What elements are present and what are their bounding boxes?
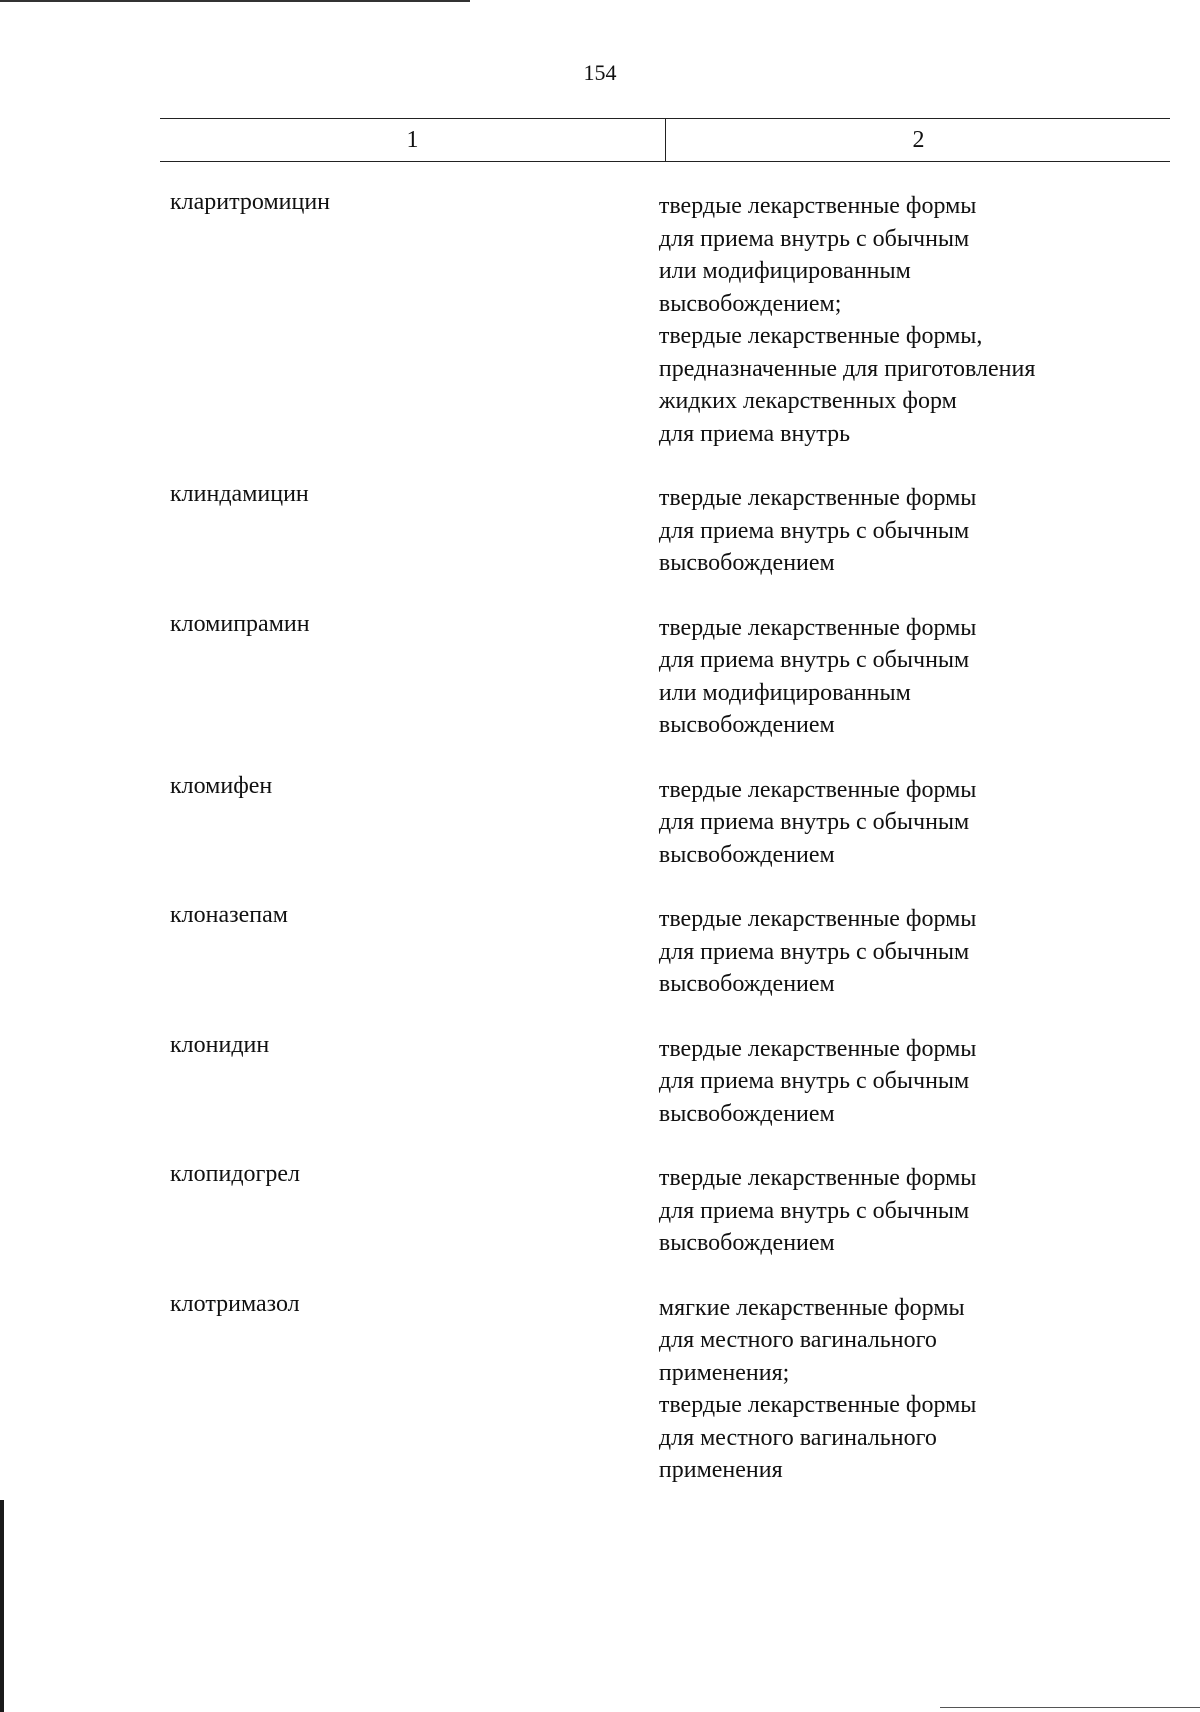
dosage-form-line: для приема внутрь	[658, 420, 851, 447]
table-row	[0, 1158, 1200, 1260]
scan-edge-top	[0, 0, 470, 2]
drug-name: кларитромицин	[170, 189, 331, 215]
dosage-form	[659, 1158, 1200, 1260]
dosage-form-line: твердые лекарственные формы	[658, 485, 977, 511]
dosage-form-line: твердые лекарственные формы	[658, 776, 977, 803]
dosage-form-line: высвобождением	[658, 712, 835, 738]
drug-name: клопидогрел	[170, 1161, 301, 1187]
dosage-form-line: для приема внутрь с обычным	[658, 225, 970, 252]
dosage-form-line: высвобождением	[658, 1230, 835, 1256]
dosage-form	[659, 770, 1200, 872]
dosage-form-line: для приема внутрь с обычным	[658, 517, 970, 544]
dosage-form-line: твердые лекарственные формы	[658, 193, 977, 219]
dosage-form-line: твердые лекарственные формы	[658, 1165, 977, 1191]
dosage-form	[659, 478, 1200, 580]
table-row	[0, 608, 1200, 742]
column-header-1: 1	[406, 127, 419, 153]
page-number: 154	[583, 60, 617, 85]
dosage-form-line: твердые лекарственные формы	[658, 1035, 977, 1062]
drug-name: клотримазол	[170, 1290, 300, 1317]
table-row	[0, 770, 1200, 872]
dosage-form-line: предназначенные для приготовления	[658, 355, 1036, 382]
drug-name: клонидин	[170, 1031, 270, 1058]
dosage-form-line: твердые лекарственные формы	[658, 906, 977, 932]
dosage-form-line: для приема внутрь с обычным	[658, 1197, 970, 1224]
dosage-form-line: высвобождением;	[658, 290, 842, 317]
table-body	[0, 186, 1200, 1515]
table-row	[0, 186, 1200, 450]
dosage-form-line: высвобождением	[658, 550, 835, 576]
dosage-form-line: твердые лекарственные формы	[658, 614, 977, 641]
dosage-form-line: для местного вагинального	[658, 1424, 937, 1451]
drug-name: клоназепам	[170, 902, 288, 928]
column-header-2: 2	[665, 119, 1171, 161]
dosage-form-line: для местного вагинального	[658, 1327, 937, 1353]
dosage-form-line: применения	[658, 1457, 783, 1483]
drug-name: кломифен	[170, 772, 273, 799]
dosage-form-line: высвобождением	[658, 841, 835, 868]
dosage-form-line: для приема внутрь с обычным	[658, 647, 970, 673]
dosage-form-line: для приема внутрь с обычным	[658, 938, 970, 965]
dosage-form-line: для приема внутрь с обычным	[658, 809, 970, 835]
dosage-form	[659, 899, 1200, 1001]
dosage-form-line: высвобождением	[658, 1100, 835, 1127]
table-row	[0, 478, 1200, 580]
dosage-form	[659, 608, 1200, 742]
scan-edge-left	[0, 1500, 4, 1712]
dosage-form	[659, 186, 1200, 450]
table-row	[0, 899, 1200, 1001]
dosage-form	[659, 1288, 1200, 1487]
dosage-form-line: применения;	[658, 1359, 790, 1386]
dosage-form-line: высвобождением	[658, 971, 835, 997]
dosage-form-line: твердые лекарственные формы,	[658, 323, 983, 349]
dosage-form-line: твердые лекарственные формы	[658, 1392, 977, 1418]
dosage-form-line: для приема внутрь с обычным	[658, 1068, 970, 1094]
dosage-form-line: или модифицированным	[658, 258, 911, 284]
drug-name: кломипрамин	[170, 610, 310, 637]
drug-name: клиндамицин	[170, 481, 309, 507]
dosage-form-line: жидких лекарственных форм	[658, 388, 957, 414]
table-header	[160, 118, 1170, 162]
scan-edge-bottom	[940, 1707, 1200, 1708]
table-row	[0, 1288, 1200, 1487]
dosage-form-line: или модифицированным	[658, 679, 911, 706]
dosage-form	[659, 1029, 1200, 1131]
dosage-form-line: мягкие лекарственные формы	[658, 1294, 965, 1321]
table-row	[0, 1029, 1200, 1131]
